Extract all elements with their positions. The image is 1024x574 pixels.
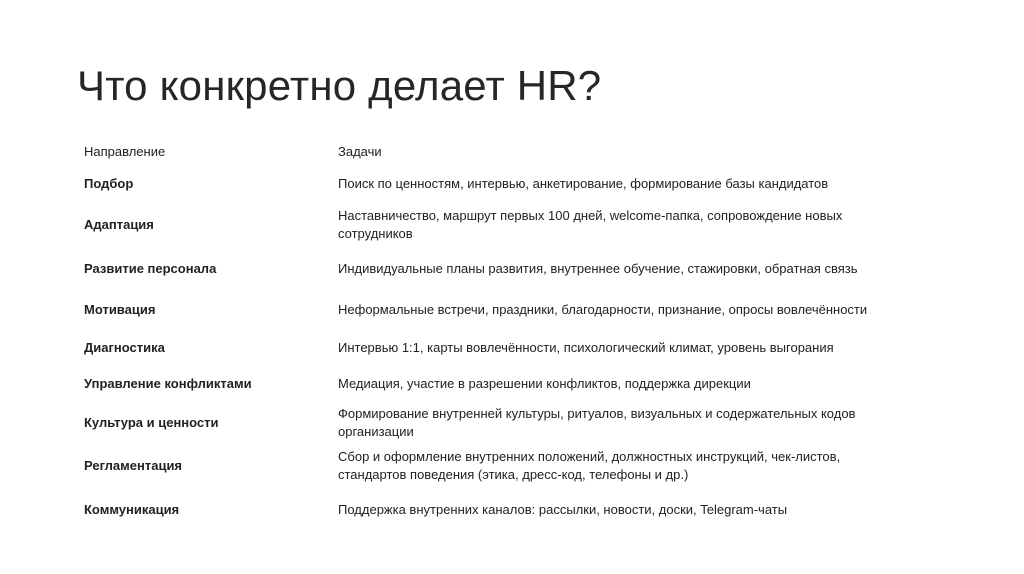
column-header-tasks: Задачи bbox=[338, 144, 382, 159]
tasks-cell: Медиация, участие в разрешении конфликтов, поддержка дирекции bbox=[338, 376, 751, 391]
direction-cell: Диагностика bbox=[84, 340, 165, 355]
column-header-direction: Направление bbox=[84, 144, 166, 159]
tasks-cell: Поиск по ценностям, интервью, анкетирование, формирование базы кандидатов bbox=[338, 176, 829, 191]
table-row bbox=[78, 444, 904, 488]
tasks-cell: Индивидуальные планы развития, внутреннее обучение, стажировки, обратная связь bbox=[338, 260, 858, 276]
table-row bbox=[78, 290, 904, 330]
table-row bbox=[78, 402, 904, 444]
table-row bbox=[78, 247, 904, 290]
tasks-cell: Неформальные встречи, праздники, благодарности, признание, опросы вовлечённости bbox=[338, 302, 868, 317]
direction-cell: Подбор bbox=[84, 176, 134, 191]
table-row bbox=[78, 166, 904, 202]
tasks-cell: Интервью 1:1, карты вовлечённости, психологический климат, уровень выгорания bbox=[338, 340, 834, 355]
table-row bbox=[78, 202, 904, 247]
table-row bbox=[78, 488, 904, 532]
tasks-cell: Наставничество, маршрут первых 100 дней, welcome-папка, сопровождение новых сотрудников bbox=[338, 207, 843, 241]
direction-cell: Мотивация bbox=[84, 302, 156, 317]
tasks-cell: Формирование внутренней культуры, ритуалов, визуальных и содержательных кодов организации bbox=[338, 406, 856, 439]
hr-tasks-table bbox=[78, 138, 904, 532]
direction-cell: Культура и ценности bbox=[84, 415, 219, 430]
table-row bbox=[78, 366, 904, 402]
tasks-cell: Поддержка внутренних каналов: рассылки, новости, доски, Telegram-чаты bbox=[338, 502, 788, 517]
table-row bbox=[78, 330, 904, 366]
slide-title: Что конкретно делает HR? bbox=[77, 62, 602, 109]
direction-cell: Регламентация bbox=[84, 458, 183, 473]
direction-cell: Развитие персонала bbox=[84, 260, 217, 276]
direction-cell: Управление конфликтами bbox=[84, 376, 252, 391]
direction-cell: Адаптация bbox=[84, 216, 154, 232]
table-header-row bbox=[78, 138, 904, 166]
tasks-cell: Сбор и оформление внутренних положений, должностных инструкций, чек-листов, стандартов поведения (этика, дресс-код, телефоны и др.) bbox=[338, 449, 841, 482]
direction-cell: Коммуникация bbox=[84, 502, 180, 517]
